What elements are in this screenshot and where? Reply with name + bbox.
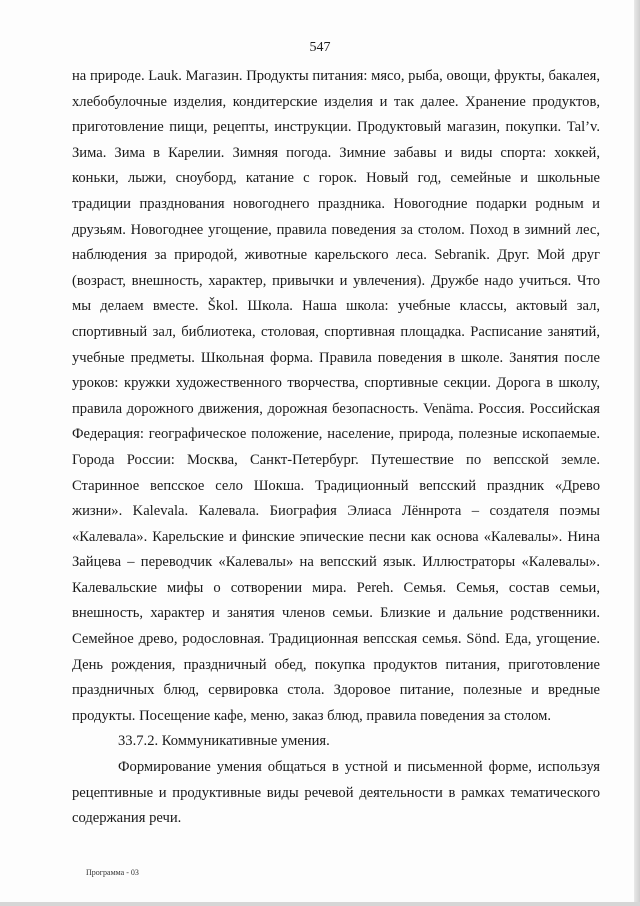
paragraph-topics: на природе. Lauk. Магазин. Продукты питания: мясо, рыба, овощи, фрукты, бакалея, хлебобулочные изделия, кондитерские изделия и так далее. Хранение продуктов, приготовление пищи, рецепты, инструкции. Продуктовый магазин, покупки. Tal’v. Зима. Зима в Карелии. Зимняя погода. Зимние забавы и виды спорта: хоккей, коньки, лыжи, сноуборд, катание с горок. Новый год, семейные и школьные традиции празднования новогоднего праздника. Новогодние подарки родным и друзьям. Новогоднее угощение, правила поведения за столом. Поход в зимний лес, наблюдения за природой, животные карельского леса. Sebranik. Друг. Мой друг (возраст, внешность, характер, привычки и увлечения). Дружбе надо учиться. Что мы делаем вместе. Škol. Школа. Наша школа: учебные классы, актовый зал, спортивный зал, библиотека, столовая, спортивная площадка. Расписание занятий, учебные предметы. Школьная форма. Правила поведения в школе. Занятия после уроков: кружки художественного творчества, спортивные секции. Дорога в школу, правила дорожного движения, дорожная безопасность. Venäma. Россия. Российская Федерация: географическое положение, население, природа, полезные ископаемые. Города России: Москва, Санкт-Петербург. Путешествие по вепсской земле. Старинное вепсское село Шокша. Традиционный вепсский праздник «Древо жизни». Kalevala. Калевала. Биография Элиаса Лённрота – создателя поэмы «Калевала». Карельские и финские эпические песни как основа «Калевалы». Нина Зайцева – переводчик «Калевалы» на вепсский язык. Иллюстраторы «Калевалы». Калевальские мифы о сотворении мира. Pereh. Семья. Семья, состав семьи, внешность, характер и занятия членов семьи. Близкие и дальние родственники. Семейное древо, родословная. Традиционная вепсская семья. Sönd. Еда, угощение. День рождения, праздничный обед, покупка продуктов питания, приготовление праздничных блюд, сервировка стола. Здоровое питание, полезные и вредные продукты. Посещение кафе, меню, заказ блюд, правила поведения за столом. xyxy=(72,68,600,724)
page-bottom-edge xyxy=(0,902,640,906)
paragraph-communication: Формирование умения общаться в устной и письменной форме, используя рецептивные и продуктивные виды речевой деятельности в рамках тематического содержания речи. xyxy=(72,759,600,827)
page-number: 547 xyxy=(309,40,331,55)
footer-label: Программа - 03 xyxy=(86,868,139,877)
page-edge-shadow xyxy=(634,0,640,906)
body-text xyxy=(72,64,600,832)
section-heading: 33.7.2. Коммуникативные умения. xyxy=(118,733,330,750)
